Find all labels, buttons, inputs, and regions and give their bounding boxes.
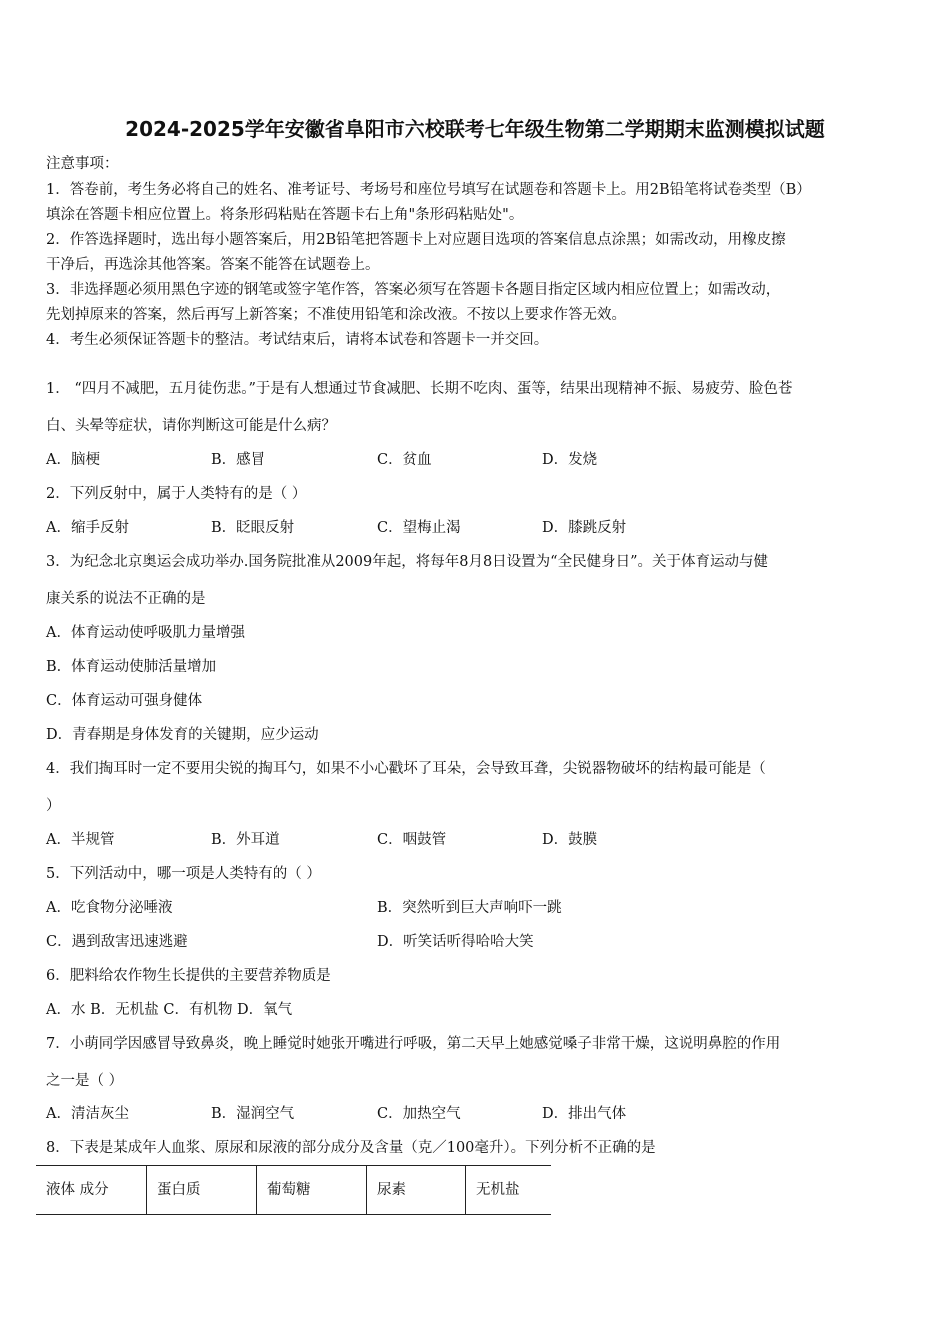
- question-4-option-d: D．鼓膜: [542, 832, 598, 848]
- question-1-option-a: A．脑梗: [46, 452, 100, 468]
- question-6-options: A．水 B．无机盐 C．有机物 D．氧气: [46, 1002, 293, 1018]
- question-5-option-a: A．吃食物分泌唾液: [46, 900, 173, 916]
- question-1-option-c: C．贫血: [377, 452, 432, 468]
- composition-table: [36, 1165, 551, 1215]
- table-header-cell: 液体 成分: [46, 1182, 109, 1198]
- notes-line: 4．考生必须保证答题卡的整洁。考试结束后，请将本试卷和答题卡一并交回。: [46, 332, 549, 348]
- table-header-cell: 无机盐: [476, 1182, 520, 1198]
- question-4-stem-cont: ）: [46, 798, 61, 814]
- notes-line: 干净后，再选涂其他答案。答案不能答在试题卷上。: [46, 257, 380, 273]
- question-4-option-a: A．半规管: [46, 832, 115, 848]
- question-2-stem: 2．下列反射中，属于人类特有的是（ ）: [46, 486, 307, 502]
- question-3-option-c: C．体育运动可强身健体: [46, 693, 203, 709]
- question-8-stem: 8．下表是某成年人血浆、原尿和尿液的部分成分及含量（克／100毫升）。下列分析不正确的是: [46, 1140, 656, 1156]
- question-7-option-c: C．加热空气: [377, 1106, 461, 1122]
- question-7-option-d: D．排出气体: [542, 1106, 627, 1122]
- question-5-option-d: D．听笑话听得哈哈大笑: [377, 934, 534, 950]
- question-5-stem: 5．下列活动中，哪一项是人类特有的（ ）: [46, 866, 321, 882]
- table-header-cell: 蛋白质: [157, 1182, 201, 1198]
- question-3-stem: 3．为纪念北京奥运会成功举办.国务院批准从2009年起，将每年8月8日设置为“全民健身日”。关于体育运动与健: [46, 554, 769, 570]
- question-3-stem-cont: 康关系的说法不正确的是: [46, 591, 206, 607]
- question-6-stem: 6．肥料给农作物生长提供的主要营养物质是: [46, 968, 331, 984]
- question-4-option-b: B．外耳道: [211, 832, 280, 848]
- notes-heading: 注意事项：: [46, 156, 119, 172]
- question-2-option-c: C．望梅止渴: [377, 520, 461, 536]
- question-5-option-b: B．突然听到巨大声响吓一跳: [377, 900, 562, 916]
- notes-line: 1．答卷前，考生务必将自己的姓名、准考证号、考场号和座位号填写在试题卷和答题卡上。用2B铅笔将试卷类型（B）: [46, 182, 811, 198]
- question-4-option-c: C．咽鼓管: [377, 832, 447, 848]
- question-2-option-d: D．膝跳反射: [542, 520, 627, 536]
- question-2-option-b: B．眨眼反射: [211, 520, 295, 536]
- question-4-stem: 4．我们掏耳时一定不要用尖锐的掏耳勺，如果不小心戳坏了耳朵，会导致耳聋，尖锐器物破坏的结构最可能是（: [46, 761, 766, 777]
- question-1-stem: 1． “四月不减肥，五月徒伤悲。”于是有人想通过节食减肥、长期不吃肉、蛋等，结果出现精神不振、易疲劳、脸色苍: [46, 381, 793, 397]
- table-header-cell: 尿素: [377, 1182, 406, 1198]
- notes-line: 2．作答选择题时，选出每小题答案后，用2B铅笔把答题卡上对应题目选项的答案信息点涂黑；如需改动，用橡皮擦: [46, 232, 786, 248]
- question-5-option-c: C．遇到敌害迅速逃避: [46, 934, 188, 950]
- question-1-option-b: B．感冒: [211, 452, 266, 468]
- question-3-option-d: D．青春期是身体发育的关键期，应少运动: [46, 727, 319, 743]
- question-3-option-b: B．体育运动使肺活量增加: [46, 659, 217, 675]
- question-7-option-b: B．湿润空气: [211, 1106, 295, 1122]
- notes-line: 填涂在答题卡相应位置上。将条形码粘贴在答题卡右上角"条形码粘贴处"。: [46, 207, 524, 223]
- question-1-option-d: D．发烧: [542, 452, 598, 468]
- page-title: 2024-2025学年安徽省阜阳市六校联考七年级生物第二学期期末监测模拟试题: [125, 117, 825, 141]
- notes-line: 先划掉原来的答案，然后再写上新答案；不准使用铅笔和涂改液。不按以上要求作答无效。: [46, 307, 626, 323]
- table-header-cell: 葡萄糖: [267, 1182, 311, 1198]
- question-3-option-a: A．体育运动使呼吸肌力量增强: [46, 625, 245, 641]
- question-7-stem-cont: 之一是（ ）: [46, 1073, 124, 1089]
- question-1-stem-cont: 白、头晕等症状，请你判断这可能是什么病？: [46, 418, 336, 434]
- question-7-option-a: A．清洁灰尘: [46, 1106, 129, 1122]
- notes-line: 3．非选择题必须用黑色字迹的钢笔或签字笔作答，答案必须写在答题卡各题目指定区域内相应位置上；如需改动，: [46, 282, 781, 298]
- question-7-stem: 7．小萌同学因感冒导致鼻炎，晚上睡觉时她张开嘴进行呼吸，第二天早上她感觉嗓子非常干燥，这说明鼻腔的作用: [46, 1036, 781, 1052]
- question-2-option-a: A．缩手反射: [46, 520, 129, 536]
